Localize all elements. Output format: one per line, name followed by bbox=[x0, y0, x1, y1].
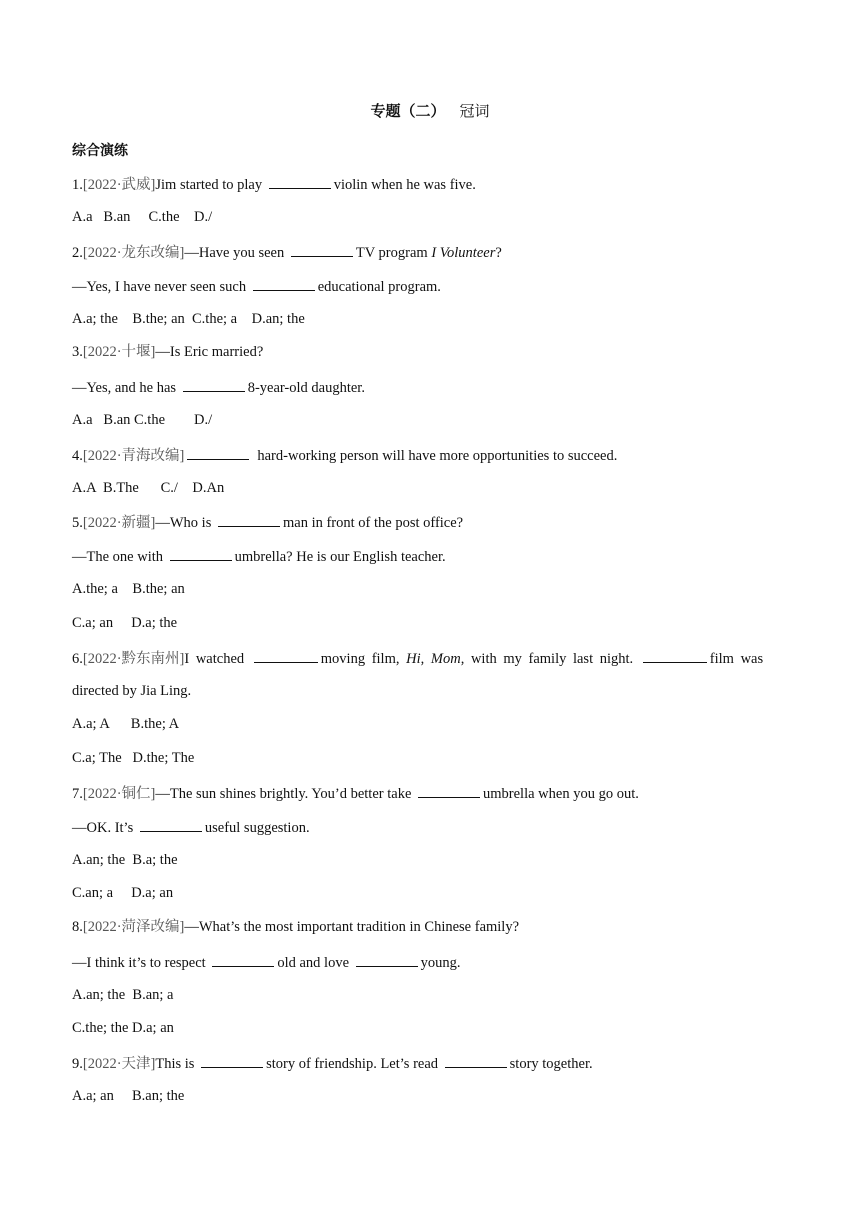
question-6-line-2: directed by Jia Ling. bbox=[72, 683, 192, 699]
answer-blank[interactable] bbox=[253, 276, 315, 291]
answer-blank[interactable] bbox=[140, 817, 202, 832]
question-5-options-2: C.a; an D.a; the bbox=[72, 615, 178, 631]
question-4: 4.[2022·青海改编] hard-working person will have more opportunities to succeed. bbox=[72, 445, 617, 465]
question-5-line-2: —The one with umbrella? He is our English teacher. bbox=[72, 546, 446, 566]
question-8: 8.[2022·菏泽改编]—What’s the most important tradition in Chinese family? bbox=[72, 919, 520, 935]
answer-blank[interactable] bbox=[254, 648, 318, 663]
page-title: 专题（二） 冠词 bbox=[370, 102, 490, 120]
section-heading: 综合演练 bbox=[72, 143, 128, 159]
question-7-line-2: —OK. It’s useful suggestion. bbox=[72, 817, 310, 837]
answer-blank[interactable] bbox=[269, 174, 331, 189]
question-3: 3.[2022·十堰]—Is Eric married? bbox=[72, 344, 264, 360]
question-7-options-1: A.an; the B.a; the bbox=[72, 852, 178, 868]
answer-blank[interactable] bbox=[218, 512, 280, 527]
question-7: 7.[2022·铜仁]—The sun shines brightly. You’d better take umbrella when you go out. bbox=[72, 783, 639, 803]
question-6-options-2: C.a; The D.the; The bbox=[72, 750, 195, 766]
question-2: 2.[2022·龙东改编]—Have you seen TV program I Volunteer? bbox=[72, 242, 502, 262]
question-8-options-2: C.the; the D.a; an bbox=[72, 1020, 174, 1036]
question-8-options-1: A.an; the B.an; a bbox=[72, 987, 174, 1003]
question-5: 5.[2022·新疆]—Who is man in front of the post office? bbox=[72, 512, 463, 532]
answer-blank[interactable] bbox=[356, 952, 418, 967]
answer-blank[interactable] bbox=[418, 783, 480, 798]
answer-blank[interactable] bbox=[291, 242, 353, 257]
question-7-options-2: C.an; a D.a; an bbox=[72, 885, 174, 901]
question-6-options-1: A.a; A B.the; A bbox=[72, 716, 180, 732]
question-3-line-2: —Yes, and he has 8-year-old daughter. bbox=[72, 377, 365, 397]
question-8-line-2: —I think it’s to respect old and love young. bbox=[72, 952, 461, 972]
answer-blank[interactable] bbox=[187, 445, 249, 460]
question-9-options-1: A.a; an B.an; the bbox=[72, 1088, 185, 1104]
question-1: 1.[2022·武威]Jim started to play violin when he was five. bbox=[72, 174, 476, 194]
question-6: 6.[2022·黔东南州]I watched moving film, Hi, Mom, with my family last night. film was bbox=[72, 648, 763, 668]
answer-blank[interactable] bbox=[212, 952, 274, 967]
question-9: 9.[2022·天津]This is story of friendship. Let’s read story together. bbox=[72, 1053, 593, 1073]
answer-blank[interactable] bbox=[170, 546, 232, 561]
question-2-line-2: —Yes, I have never seen such educational program. bbox=[72, 276, 441, 296]
question-1-options: A.a B.an C.the D./ bbox=[72, 209, 213, 225]
answer-blank[interactable] bbox=[643, 648, 707, 663]
answer-blank[interactable] bbox=[201, 1053, 263, 1068]
answer-blank[interactable] bbox=[445, 1053, 507, 1068]
question-5-options-1: A.the; a B.the; an bbox=[72, 581, 185, 597]
question-4-options: A.A B.The C./ D.An bbox=[72, 480, 225, 496]
question-3-options: A.a B.an C.the D./ bbox=[72, 412, 213, 428]
answer-blank[interactable] bbox=[183, 377, 245, 392]
question-2-options: A.a; the B.the; an C.the; a D.an; the bbox=[72, 311, 305, 327]
